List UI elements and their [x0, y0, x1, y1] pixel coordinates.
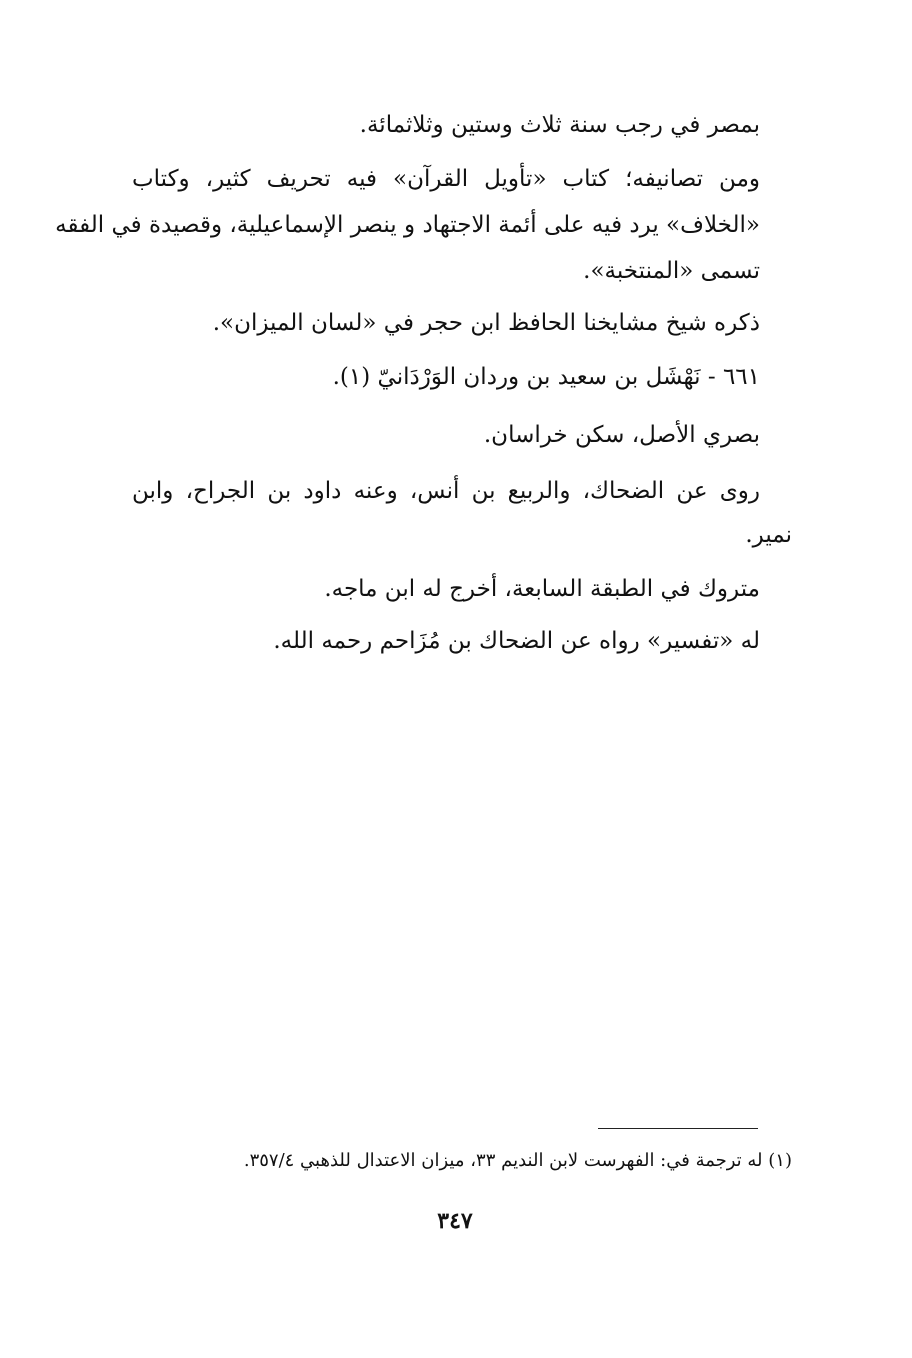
text-line-7: بصري الأصل، سكن خراسان. [483, 422, 760, 448]
footnote-divider [598, 1128, 758, 1129]
footnote: (١) له ترجمة في: الفهرست لابن النديم ٣٣، ميزان الاعتدال للذهبي ٣٥٧/٤. [243, 1150, 792, 1171]
text-line-4: تسمى «المنتخبة». [583, 258, 760, 284]
page-number: ٣٤٧ [437, 1208, 473, 1234]
text-line-9: نمير. [745, 522, 792, 548]
text-line-10: متروك في الطبقة السابعة، أخرج له ابن ماجه. [324, 576, 760, 602]
entry-heading-661: ٦٦١ - نَهْشَل بن سعيد بن وردان الوَرْدَانيّ (١). [332, 364, 760, 390]
text-line-2: ومن تصانيفه؛ كتاب «تأويل القرآن» فيه تحريف كثير، وكتاب [132, 166, 760, 192]
text-line-1: بمصر في رجب سنة ثلاث وستين وثلاثمائة. [359, 112, 760, 138]
text-line-8: روى عن الضحاك، والربيع بن أنس، وعنه داود بن الجراح، وابن [132, 478, 760, 504]
text-line-3: «الخلاف» يرد فيه على أئمة الاجتهاد و ينصر الإسماعيلية، وقصيدة في الفقه [55, 212, 760, 238]
text-line-11: له «تفسير» رواه عن الضحاك بن مُزَاحم رحمه الله. [273, 628, 760, 654]
text-line-5: ذكره شيخ مشايخنا الحافظ ابن حجر في «لسان الميزان». [212, 310, 760, 336]
